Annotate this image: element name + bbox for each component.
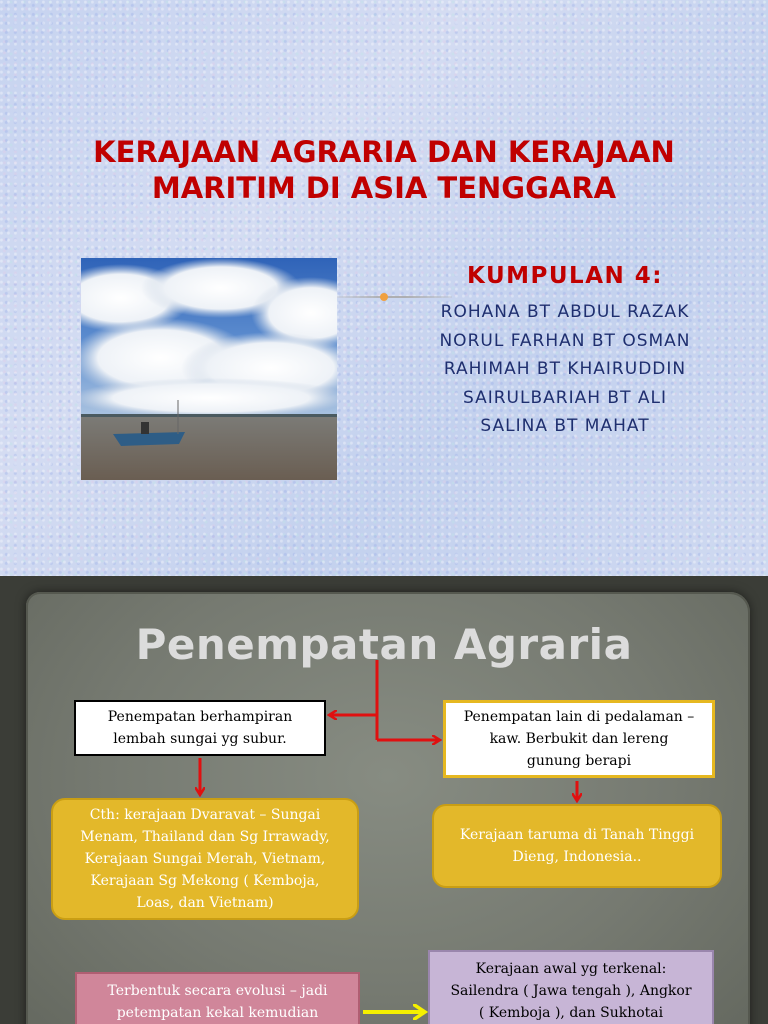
box-text-line: Loas, dan Vietnam)	[136, 895, 274, 911]
box-kerajaan-terkenal	[428, 950, 714, 1024]
box-text-line: Sailendra ( Jawa tengah ), Angkor	[450, 983, 692, 999]
member-name: SAIRULBARIAH BT ALI	[463, 387, 667, 408]
box-text-line: lembah sungai yg subur.	[113, 731, 287, 747]
title-line-2: MARITIM DI ASIA TENGGARA	[151, 171, 617, 205]
box-text-line: Menam, Thailand dan Sg Irrawady,	[80, 829, 330, 845]
slide-penempatan-agraria	[0, 576, 768, 1024]
box-text-line: Kerajaan Sungai Merah, Vietnam,	[84, 851, 326, 867]
box-text-line: ( Kemboja ), dan Sukhotai	[478, 1005, 664, 1021]
box-pedalaman	[443, 700, 715, 778]
box-terbentuk-evolusi	[75, 972, 360, 1024]
box-text-line: Kerajaan Sg Mekong ( Kemboja,	[90, 873, 320, 889]
box-lembah-sungai	[74, 700, 326, 756]
presentation-title	[0, 134, 768, 206]
box-text-line: kaw. Berbukit dan lereng	[489, 731, 669, 747]
box-text-line: petempatan kekal kemudian	[116, 1005, 319, 1021]
member-name: NORUL FARHAN BT OSMAN	[439, 330, 691, 351]
slide-title: Penempatan Agraria	[135, 620, 633, 669]
group-title: KUMPULAN 4:	[467, 263, 663, 289]
member-list	[400, 298, 730, 441]
photo-boat-sky-icon	[81, 258, 337, 480]
box-text-line: Kerajaan awal yg terkenal:	[475, 961, 667, 977]
connector-dot	[380, 293, 388, 301]
member-name: SALINA BT MAHAT	[480, 416, 650, 436]
title-line-1: KERAJAAN AGRARIA DAN KERAJAAN	[93, 135, 675, 169]
box-contoh-dvaravat	[51, 798, 359, 920]
box-text-line: gunung berapi	[526, 753, 632, 769]
boat-photo	[81, 258, 337, 480]
box-kerajaan-taruma	[432, 804, 722, 888]
box-text-line: Kerajaan taruma di Tanah Tinggi	[459, 827, 695, 843]
member-name: ROHANA BT ABDUL RAZAK	[440, 302, 690, 322]
box-text-line: Penempatan berhampiran	[107, 709, 293, 725]
box-text-line: Cth: kerajaan Dvaravat – Sungai	[89, 807, 321, 823]
member-name: RAHIMAH BT KHAIRUDDIN	[443, 359, 687, 379]
box-text-line: Dieng, Indonesia..	[512, 849, 642, 865]
box-text-line: Terbentuk secara evolusi – jadi	[107, 983, 328, 999]
box-text-line: Penempatan lain di pedalaman –	[463, 709, 695, 725]
